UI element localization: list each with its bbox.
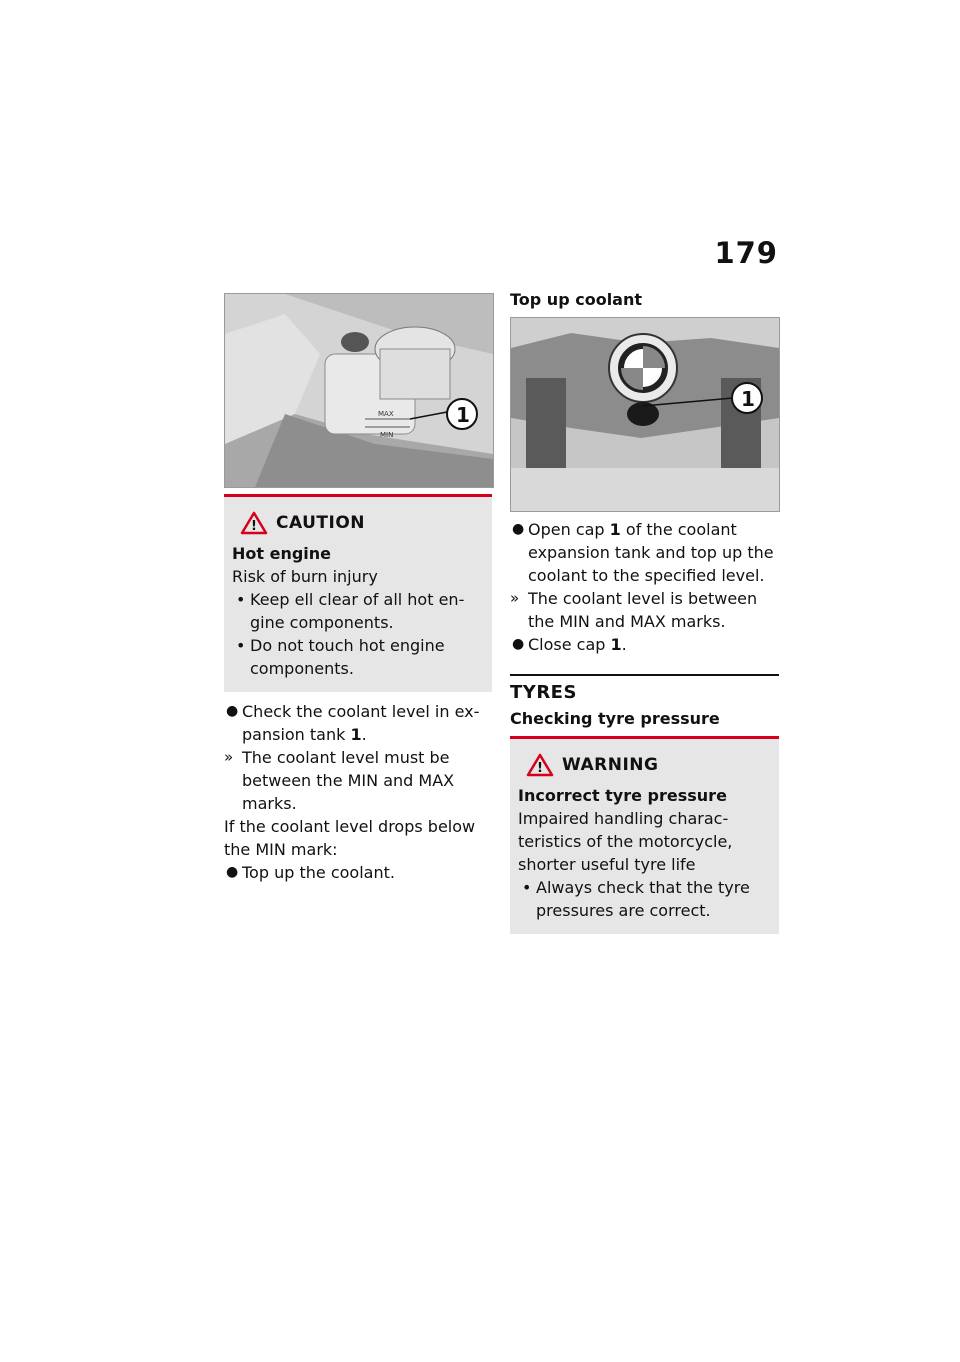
step-open-cap: ● Open cap 1 of the coolant expansion tank and top up the coolant to the specified level. [512,520,774,585]
warning-title: WARNING [562,755,659,775]
caution-item: • Keep ell clear of all hot en-gine components. [236,590,465,632]
warning-triangle-icon [526,753,554,777]
warning-subtitle: Incorrect tyre pressure [518,786,727,805]
caution-title: CAUTION [276,513,366,533]
max-mark-label: MAX [378,410,394,418]
expansion-tank-illustration [225,294,493,487]
min-mark-label: MIN [380,431,394,439]
warning-box [510,736,779,934]
callout-1: 1 [741,387,755,411]
caution-subtitle: Hot engine [232,544,332,563]
condition-text: If the coolant level drops below the MIN mark: [224,817,476,859]
caution-item: • Do not touch hot engine components. [236,636,445,678]
sub-heading-tyre-pressure: Checking tyre pressure [510,709,720,728]
coolant-cap-photo [510,317,780,512]
page-number: 179 [714,236,778,270]
step-top-up: ● Top up the coolant. [226,863,395,882]
warning-text: Impaired handling charac-teristics of the motorcycle, shorter useful tyre life [518,809,733,874]
expansion-tank-photo [224,293,494,488]
caution-box [224,494,492,692]
result-level-ok: » The coolant level must be between the MIN and MAX marks. [224,748,455,813]
svg-text:!: ! [537,761,543,776]
top-up-heading: Top up coolant [510,290,643,309]
caution-triangle-icon [240,511,268,535]
coolant-cap-illustration [511,318,779,511]
step-close-cap: ● Close cap 1. [512,635,627,654]
left-column [224,293,492,884]
section-title-tyres: TYRES [510,682,577,703]
callout-1: 1 [456,403,470,427]
result-level-between: » The coolant level is between the MIN and MAX marks. [510,589,758,631]
right-column [510,290,779,934]
svg-text:!: ! [251,519,257,534]
warning-item: • Always check that the tyre pressures are correct. [522,878,750,920]
caution-text: Risk of burn injury [232,567,378,586]
step-check-level: ● Check the coolant level in ex-pansion tank 1. [226,702,480,744]
